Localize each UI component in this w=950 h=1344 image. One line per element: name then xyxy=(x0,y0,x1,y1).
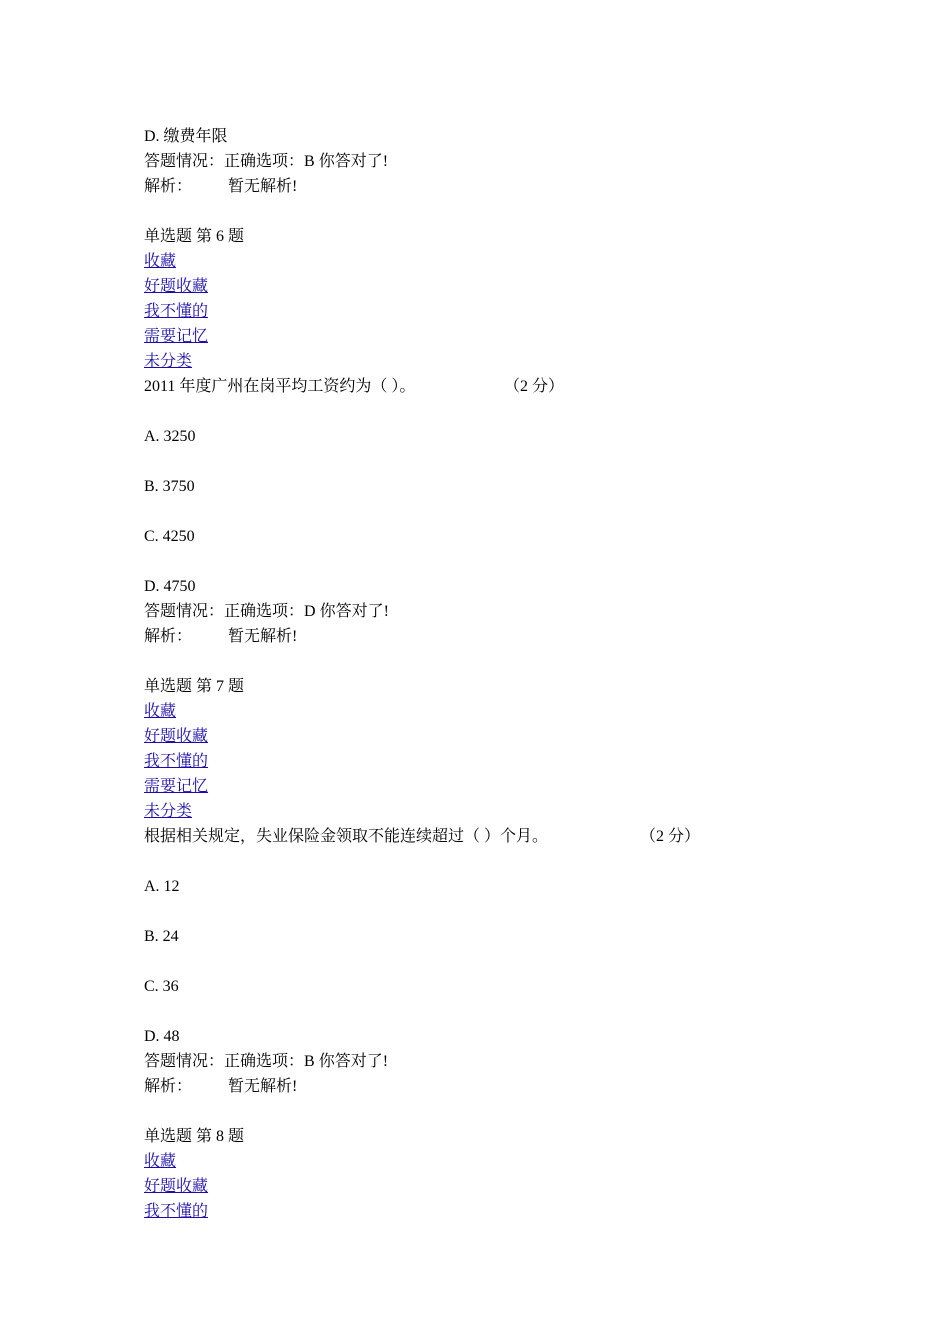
good-collect-link[interactable]: 好题收藏 xyxy=(144,728,209,745)
answer-status xyxy=(144,149,844,174)
collect-link[interactable]: 收藏 xyxy=(144,253,177,270)
uncategorized-link[interactable]: 未分类 xyxy=(144,353,193,370)
good-collect-link[interactable]: 好题收藏 xyxy=(144,278,209,295)
option-a[interactable]: A. 3250 xyxy=(144,428,196,445)
analysis-value: 暂无解析! xyxy=(228,628,298,645)
question-text: 2011 年度广州在岗平均工资约为（ ）。 xyxy=(144,378,416,395)
option-d: D. 缴费年限 xyxy=(144,128,228,145)
answer-status-label: 答题情况： xyxy=(144,153,225,170)
question-7 xyxy=(144,674,844,1099)
option-c[interactable]: C. 36 xyxy=(144,978,179,995)
answer-status-value: 正确选项：B 你答对了! xyxy=(224,153,389,170)
analysis xyxy=(144,174,844,199)
question-list xyxy=(144,124,844,1224)
question-score: （2 分） xyxy=(640,828,701,845)
analysis-value: 暂无解析! xyxy=(228,1078,298,1095)
analysis-label: 解析： xyxy=(144,628,193,645)
option-c[interactable]: C. 4250 xyxy=(144,528,195,545)
question-6 xyxy=(144,224,844,649)
answer-status-label: 答题情况： xyxy=(144,603,225,620)
collect-link[interactable]: 收藏 xyxy=(144,703,177,720)
answer-status xyxy=(144,1049,844,1074)
good-collect-link[interactable]: 好题收藏 xyxy=(144,1178,209,1195)
answer-status-value: 正确选项：D 你答对了! xyxy=(224,603,389,620)
not-understand-link[interactable]: 我不懂的 xyxy=(144,753,209,770)
answer-status-label: 答题情况： xyxy=(144,1053,225,1070)
analysis xyxy=(144,624,844,649)
option-a[interactable]: A. 12 xyxy=(144,878,180,895)
question-header: 单选题 第 7 题 xyxy=(144,678,245,695)
not-understand-link[interactable]: 我不懂的 xyxy=(144,303,209,320)
analysis xyxy=(144,1074,844,1099)
analysis-value: 暂无解析! xyxy=(228,178,298,195)
question-score: （2 分） xyxy=(504,378,565,395)
need-memorize-link[interactable]: 需要记忆 xyxy=(144,778,209,795)
option-b[interactable]: B. 3750 xyxy=(144,478,195,495)
question-8 xyxy=(144,1124,844,1224)
analysis-label: 解析： xyxy=(144,1078,193,1095)
question-text-row xyxy=(144,824,844,849)
option-b[interactable]: B. 24 xyxy=(144,928,179,945)
answer-status xyxy=(144,599,844,624)
option-d[interactable]: D. 4750 xyxy=(144,578,196,595)
uncategorized-link[interactable]: 未分类 xyxy=(144,803,193,820)
option-d[interactable]: D. 48 xyxy=(144,1028,180,1045)
question-text: 根据相关规定，失业保险金领取不能连续超过（ ）个月。 xyxy=(144,828,549,845)
not-understand-link[interactable]: 我不懂的 xyxy=(144,1203,209,1220)
question-header: 单选题 第 8 题 xyxy=(144,1128,245,1145)
question-text-row xyxy=(144,374,844,399)
question-header: 单选题 第 6 题 xyxy=(144,228,245,245)
answer-status-value: 正确选项：B 你答对了! xyxy=(224,1053,389,1070)
analysis-label: 解析： xyxy=(144,178,193,195)
collect-link[interactable]: 收藏 xyxy=(144,1153,177,1170)
need-memorize-link[interactable]: 需要记忆 xyxy=(144,328,209,345)
